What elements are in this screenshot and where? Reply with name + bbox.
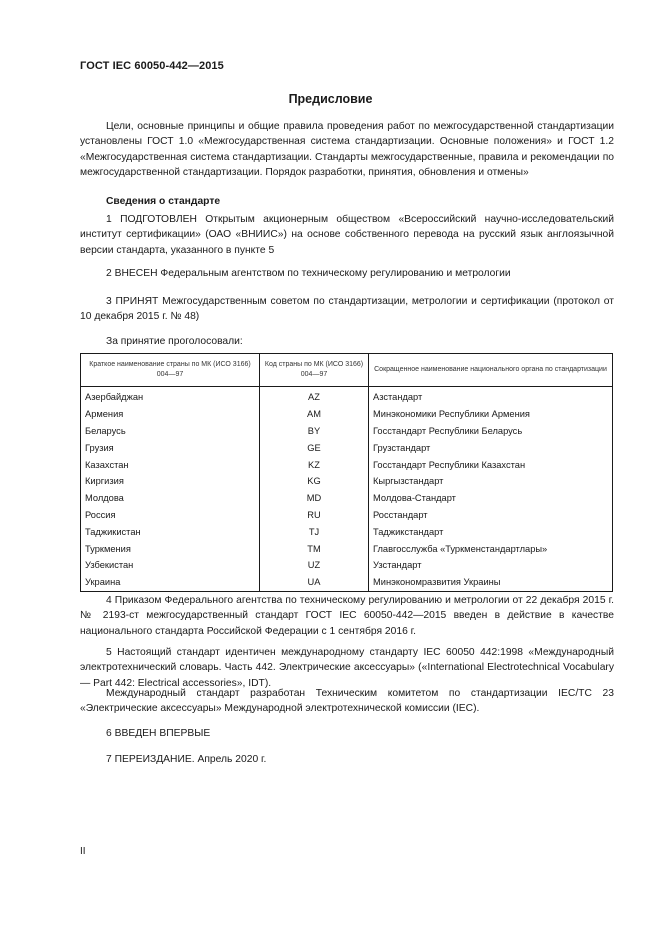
cell-country: Украина (81, 574, 260, 591)
intro-paragraph: Цели, основные принципы и общие правила проведения работ по межгосударственной стандартизации установлены ГОСТ 1.0 «Межгосударственная система стандартизации. Основные положения» и ГОСТ 1.2 «Межгосударственная система стандартизации. Стандарты межгосударственные, правила и рекомендации по межгосударственной стандартизации. Порядок разработки, принятия, обновления и отмены» (80, 121, 614, 179)
item-1-prepared: 1 ПОДГОТОВЛЕН Открытым акционерным обществом «Всероссийский научно-исследовательский институт сертификации» (ОАО «ВНИИС») на основе собственного перевода на русский язык англоязычной версии стандарта, указанного в пункте 5 (80, 214, 614, 256)
cell-country: Армения (81, 406, 260, 423)
cell-country: Таджикистан (81, 523, 260, 540)
cell-code: RU (260, 507, 369, 524)
cell-agency: Узстандарт (369, 557, 613, 574)
table-row (81, 540, 613, 557)
cell-code: AZ (260, 387, 369, 406)
cell-code: BY (260, 423, 369, 440)
cell-country: Беларусь (81, 423, 260, 440)
document-code-header: ГОСТ IEC 60050-442—2015 (80, 60, 224, 72)
cell-agency: Грузстандарт (369, 439, 613, 456)
table-row (81, 387, 613, 406)
table-row (81, 456, 613, 473)
cell-code: UZ (260, 557, 369, 574)
page-number: II (80, 846, 86, 857)
column-header-agency: Сокращенное наименование национального органа по стандартизации (369, 354, 613, 387)
cell-code: UA (260, 574, 369, 591)
cell-agency: Азстандарт (369, 387, 613, 406)
cell-agency: Росстандарт (369, 507, 613, 524)
cell-agency: Госстандарт Республики Казахстан (369, 456, 613, 473)
cell-country: Узбекистан (81, 557, 260, 574)
vote-label: За принятие проголосовали: (106, 336, 243, 347)
member-states-table (80, 353, 613, 592)
item-7-reissue: 7 ПЕРЕИЗДАНИЕ. Апрель 2020 г. (106, 754, 267, 765)
table-header-row (81, 354, 613, 387)
cell-code: AM (260, 406, 369, 423)
item-5-identical: 5 Настоящий стандарт идентичен международному стандарту IEC 60050 442:1998 «Международный электротехнический словарь. Часть 442. Электрические аксессуары» («International Electrotechnical Vocabulary — Part 442: Electrical accessories», IDT). (80, 647, 614, 689)
column-header-code: Код страны по МК (ИСО 3166) 004—97 (260, 354, 369, 387)
cell-agency: Кыргызстандарт (369, 473, 613, 490)
page-title: Предисловие (288, 92, 373, 106)
cell-country: Азербайджан (81, 387, 260, 406)
column-header-country: Краткое наименование страны по МК (ИСО 3166) 004—97 (81, 354, 260, 387)
table-row (81, 557, 613, 574)
cell-code: TJ (260, 523, 369, 540)
cell-code: GE (260, 439, 369, 456)
cell-country: Туркмения (81, 540, 260, 557)
section-heading-standard-info: Сведения о стандарте (106, 196, 221, 207)
cell-country: Киргизия (81, 473, 260, 490)
table-row (81, 473, 613, 490)
table-row (81, 507, 613, 524)
cell-country: Казахстан (81, 456, 260, 473)
cell-agency: Минэкономики Республики Армения (369, 406, 613, 423)
table-row (81, 490, 613, 507)
table-row (81, 406, 613, 423)
table-row (81, 574, 613, 591)
table-row (81, 423, 613, 440)
cell-agency: Минэкономразвития Украины (369, 574, 613, 591)
cell-code: KG (260, 473, 369, 490)
cell-agency: Главгосслужба «Туркменстандартлары» (369, 540, 613, 557)
table-row (81, 523, 613, 540)
item-4-order: 4 Приказом Федерального агентства по техническому регулированию и метрологии от 22 декабря 2015 г. № 2193-ст межгосударственный стандарт ГОСТ IEC 60050-442—2015 введен в действие в качестве национального стандарта Российской Федерации с 1 сентября 2016 г. (80, 595, 614, 637)
cell-country: Грузия (81, 439, 260, 456)
table-row (81, 439, 613, 456)
cell-code: KZ (260, 456, 369, 473)
cell-code: TM (260, 540, 369, 557)
cell-code: MD (260, 490, 369, 507)
item-5-note: Международный стандарт разработан Техническим комитетом по стандартизации IEC/TC 23 «Электрические аксессуары» Международной электротехнической комиссии (IEC). (80, 688, 614, 715)
item-6-first-introduced: 6 ВВЕДЕН ВПЕРВЫЕ (106, 728, 211, 739)
cell-agency: Госстандарт Республики Беларусь (369, 423, 613, 440)
cell-agency: Молдова-Стандарт (369, 490, 613, 507)
cell-country: Россия (81, 507, 260, 524)
cell-agency: Таджикстандарт (369, 523, 613, 540)
cell-country: Молдова (81, 490, 260, 507)
item-3-adopted: 3 ПРИНЯТ Межгосударственным советом по стандартизации, метрологии и сертификации (протокол от 10 декабря 2015 г. № 48) (80, 296, 614, 323)
item-2-submitted: 2 ВНЕСЕН Федеральным агентством по техническому регулированию и метрологии (106, 268, 511, 279)
